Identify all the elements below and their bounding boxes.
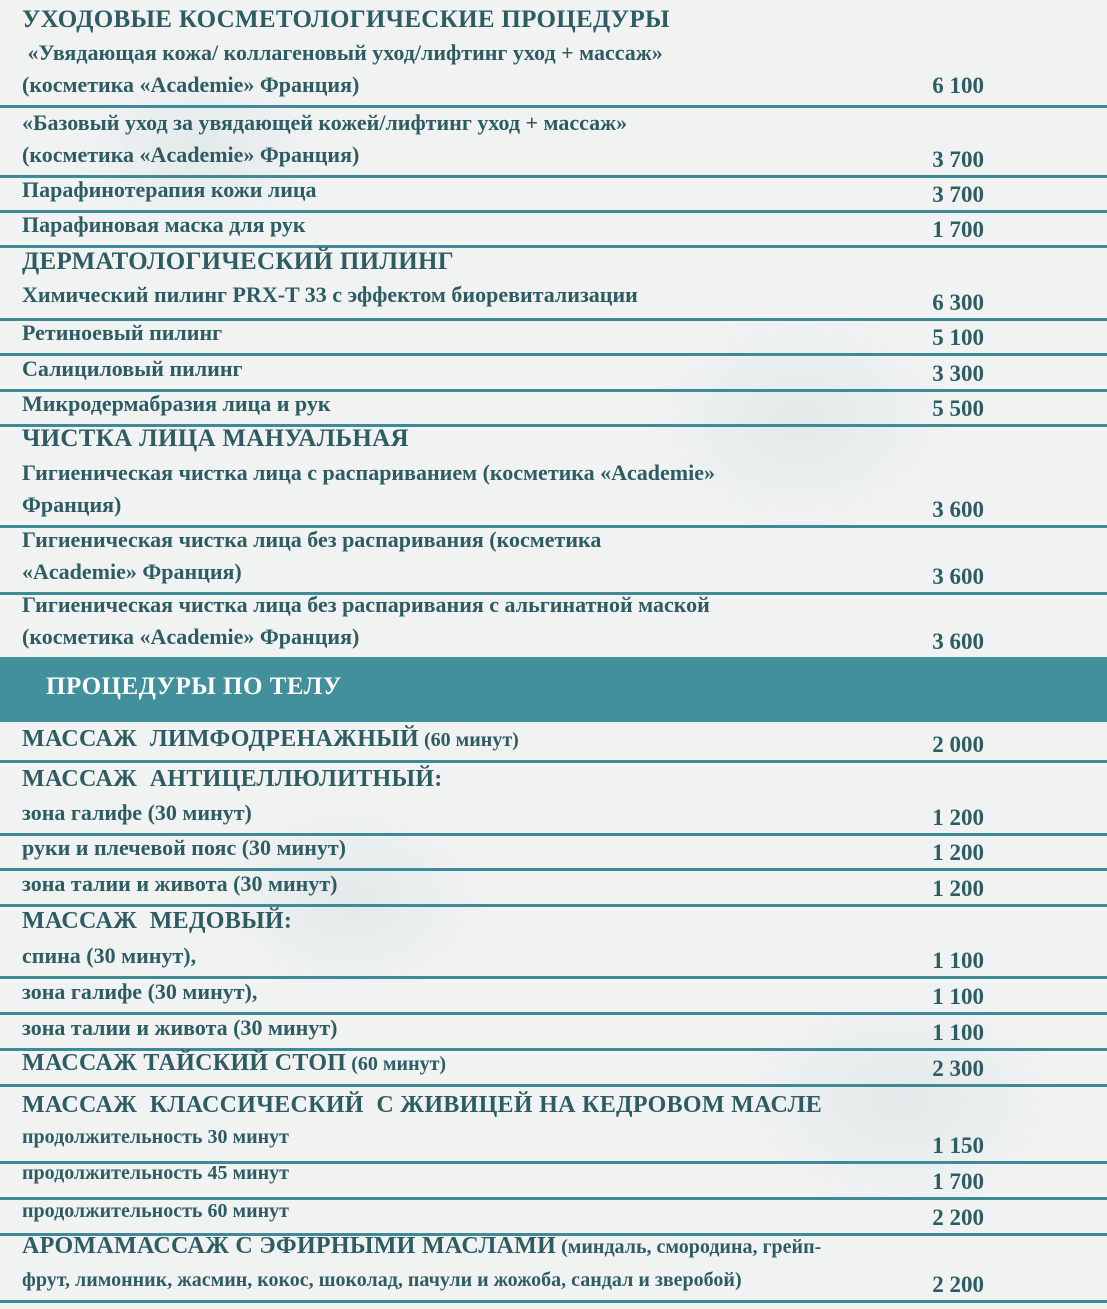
service-title: МАССАЖ ЛИМФОДРЕНАЖНЫЙ [22, 726, 419, 752]
service-name: зона галифе (30 минут), [22, 979, 258, 1004]
price: 5 500 [932, 396, 984, 421]
heading-text: МАССАЖ АНТИЦЕЛЛЮЛИТНЫЙ: [22, 766, 443, 792]
service-name: Химический пилинг PRX-T 33 с эффектом биоревитализации [22, 282, 638, 307]
service-line: «Academie» Франция) [22, 559, 242, 584]
price: 1 200 [932, 876, 984, 901]
service-name: Ретиноевый пилинг [22, 320, 223, 345]
price-row [0, 979, 1107, 1015]
section-heading-cleansing [0, 427, 1107, 457]
service-name: Микродермабразия лица и рук [22, 391, 331, 416]
price-row [0, 592, 1107, 657]
price: 1 100 [932, 984, 984, 1009]
price-row [0, 836, 1107, 871]
service-name: Парафиновая маска для рук [22, 212, 306, 237]
price-row [0, 38, 1107, 108]
price: 3 600 [932, 564, 984, 589]
price-row [0, 213, 1107, 248]
service-name [22, 589, 710, 653]
service-name [22, 107, 627, 171]
heading-text: ДЕРМАТОЛОГИЧЕСКИЙ ПИЛИНГ [22, 248, 454, 275]
price-row [0, 457, 1107, 528]
service-note: (60 минут) [346, 1053, 447, 1075]
section-heading-peeling [0, 248, 1107, 280]
service-name [22, 37, 663, 101]
service-line: Франция) [22, 492, 122, 517]
price-row [0, 1015, 1107, 1051]
price: 6 300 [932, 290, 984, 315]
service-note: (60 минут) [419, 729, 519, 751]
price-row [0, 178, 1107, 213]
price: 1 200 [932, 805, 984, 830]
service-name: продолжительность 30 минут [22, 1126, 289, 1148]
section-heading-classic [0, 1087, 1107, 1125]
service-line: Гигиеническая чистка лица без распаривания с альгинатной маской [22, 592, 710, 617]
price-row [0, 941, 1107, 979]
price-row [0, 1051, 1107, 1087]
price: 1 200 [932, 840, 984, 865]
service-name [22, 457, 715, 521]
service-line: (косметика «Academie» Франция) [22, 142, 360, 167]
price: 6 100 [932, 73, 984, 98]
price: 3 600 [932, 497, 984, 522]
price-row [0, 799, 1107, 836]
section-heading-honey [0, 907, 1107, 941]
service-name [22, 1230, 821, 1296]
service-name [22, 723, 519, 756]
price: 1 700 [932, 217, 984, 242]
price: 3 700 [932, 147, 984, 172]
section-heading-anticellulite [0, 763, 1107, 799]
price-row [0, 1233, 1107, 1303]
price: 2 200 [932, 1272, 984, 1297]
service-line: «Увядающая кожа/ коллагеновый уход/лифтинг уход + массаж» [22, 40, 663, 65]
price: 1 100 [932, 948, 984, 973]
price: 5 100 [932, 325, 984, 350]
price: 3 600 [932, 629, 984, 654]
service-note: (миндаль, смородина, грейп- [556, 1236, 822, 1258]
service-name: спина (30 минут), [22, 943, 197, 968]
price-row [0, 722, 1107, 763]
price: 3 300 [932, 361, 984, 386]
service-line: Гигиеническая чистка лица без распаривания (косметика [22, 527, 602, 552]
price-row [0, 528, 1107, 595]
price: 3 700 [932, 182, 984, 207]
service-name: Салициловый пилинг [22, 356, 243, 381]
service-name: продолжительность 60 минут [22, 1200, 289, 1222]
price: 1 150 [932, 1133, 984, 1158]
price: 1 100 [932, 1020, 984, 1045]
service-line: (косметика «Academie» Франция) [22, 624, 360, 649]
service-name: Парафинотерапия кожи лица [22, 177, 317, 202]
price: 2 300 [932, 1056, 984, 1081]
service-note: фрут, лимонник, жасмин, кокос, шоколад, пачули и жожоба, сандал и зверобой) [22, 1269, 742, 1291]
section-banner-body [0, 657, 1107, 722]
price: 2 200 [932, 1205, 984, 1230]
service-title: МАССАЖ ТАЙСКИЙ СТОП [22, 1050, 347, 1076]
service-name: зона талии и живота (30 минут) [22, 1015, 338, 1040]
price: 2 000 [932, 732, 984, 757]
service-title: АРОМАМАССАЖ С ЭФИРНЫМИ МАСЛАМИ [22, 1233, 557, 1259]
service-line: (косметика «Academie» Франция) [22, 72, 360, 97]
price-row [0, 321, 1107, 356]
heading-text: МАССАЖ МЕДОВЫЙ: [22, 908, 293, 934]
service-name [22, 524, 601, 588]
heading-text: УХОДОВЫЕ КОСМЕТОЛОГИЧЕСКИЕ ПРОЦЕДУРЫ [22, 6, 670, 33]
section-heading-care [0, 0, 1107, 38]
service-name [22, 1047, 446, 1080]
price-row [0, 356, 1107, 392]
heading-text: МАССАЖ КЛАССИЧЕСКИЙ С ЖИВИЦЕЙ НА КЕДРОВОМ МАСЛЕ [22, 1092, 823, 1118]
banner-title: ПРОЦЕДУРЫ ПО ТЕЛУ [46, 673, 342, 700]
price: 1 700 [932, 1169, 984, 1194]
service-line: Гигиеническая чистка лица с распариванием (косметика «Academie» [22, 460, 715, 485]
service-name: руки и плечевой пояс (30 минут) [22, 835, 347, 860]
service-name: зона талии и живота (30 минут) [22, 871, 338, 896]
service-line: «Базовый уход за увядающей кожей/лифтинг уход + массаж» [22, 110, 628, 135]
price-row [0, 280, 1107, 321]
heading-text: ЧИСТКА ЛИЦА МАНУАЛЬНАЯ [22, 425, 409, 452]
service-name: зона галифе (30 минут) [22, 800, 252, 825]
price-row [0, 108, 1107, 178]
price-row [0, 871, 1107, 907]
service-name: продолжительность 45 минут [22, 1162, 289, 1184]
price-row [0, 392, 1107, 427]
